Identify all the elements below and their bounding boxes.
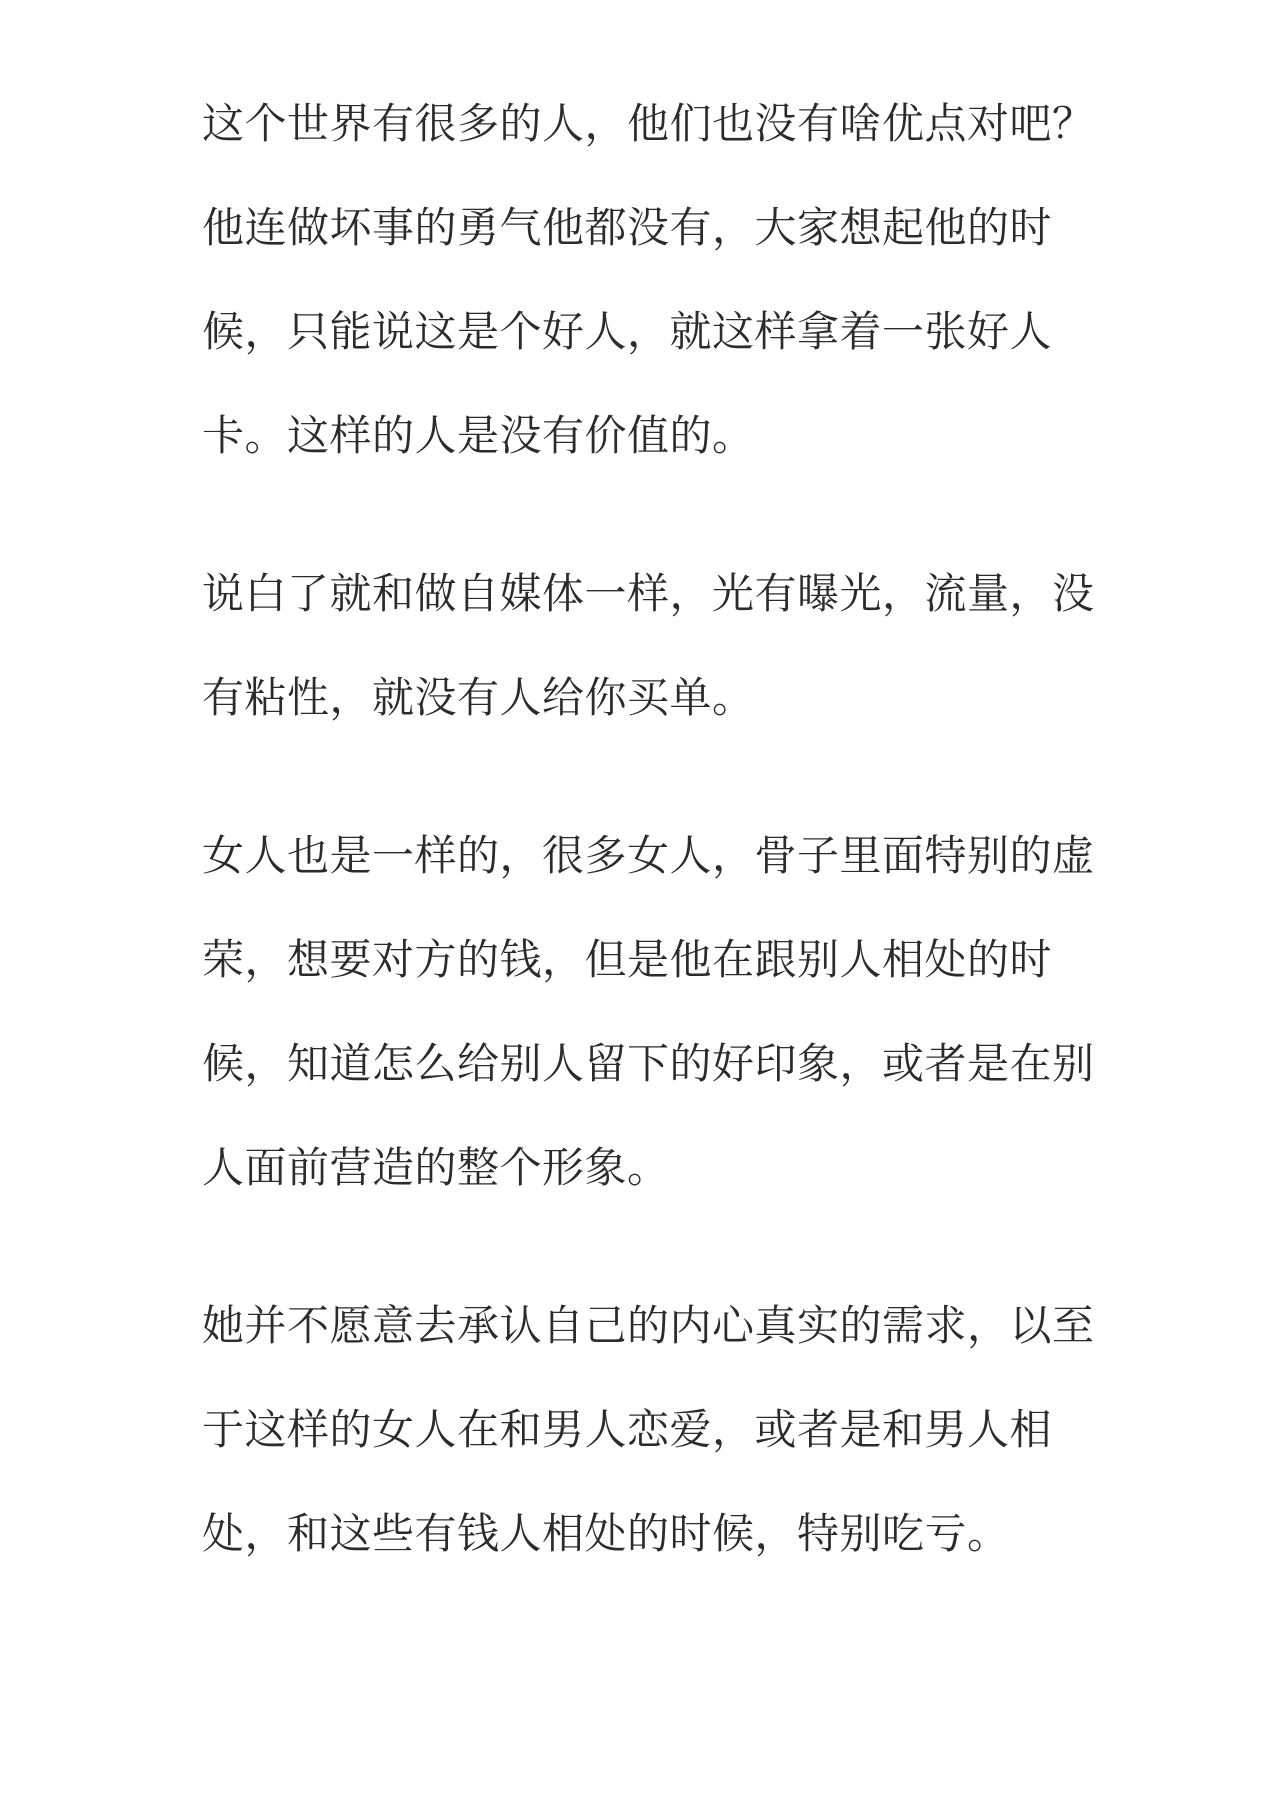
text-line: 说白了就和做自媒体一样，光有曝光，流量，没 (202, 569, 1095, 618)
text-line: 处，和这些有钱人相处的时候，特别吃亏。 (202, 1509, 1010, 1558)
text-line: 这个世界有很多的人，他们也没有啥优点对吧？ (202, 99, 1095, 148)
text-line: 她并不愿意去承认自己的内心真实的需求，以至 (202, 1301, 1095, 1350)
paragraph-3 (202, 804, 1102, 1220)
text-line: 荣，想要对方的钱，但是他在跟别人相处的时 (202, 935, 1053, 984)
text-line: 有粘性，就没有人给你买单。 (202, 673, 755, 722)
text-line: 候，只能说这是个好人，就这样拿着一张好人 (202, 307, 1053, 356)
text-line: 于这样的女人在和男人恋爱，或者是和男人相 (202, 1405, 1053, 1454)
text-line: 女人也是一样的，很多女人，骨子里面特别的虚 (202, 831, 1095, 880)
article-body (202, 72, 1102, 1640)
paragraph-2 (202, 542, 1102, 750)
text-line: 卡。这样的人是没有价值的。 (202, 411, 755, 460)
paragraph-1 (202, 72, 1102, 488)
text-line: 候，知道怎么给别人留下的好印象，或者是在别 (202, 1039, 1095, 1088)
paragraph-4 (202, 1274, 1102, 1586)
text-line: 他连做坏事的勇气他都没有，大家想起他的时 (202, 203, 1053, 252)
text-line: 人面前营造的整个形象。 (202, 1143, 670, 1192)
